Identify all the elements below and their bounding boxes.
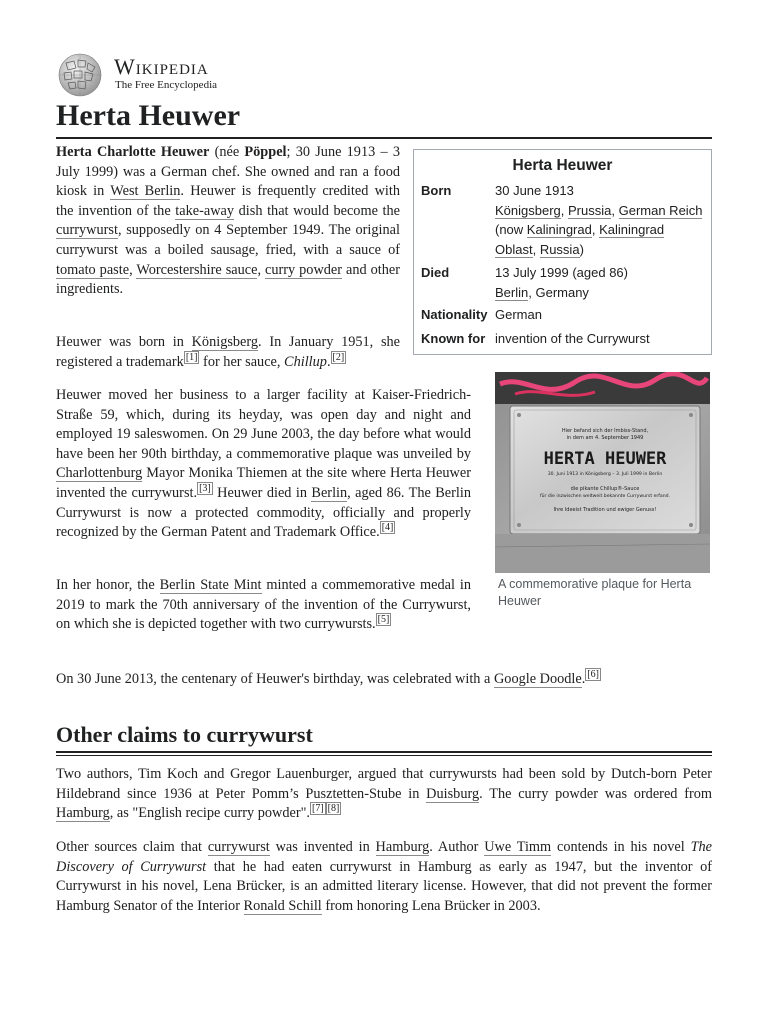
plaque-line-3: die pikante Chillup®-Sauce: [570, 486, 640, 492]
novel-title: The Discovery of Currywurst: [56, 839, 713, 875]
infobox-nationality-value: German: [495, 307, 542, 322]
paragraph-doodle: On 30 June 2013, the centenary of Heuwer's birthday, was celebrated with a Google Doodle. [6]: [56, 669, 599, 687]
paragraph-honor: In her honor, the Berlin State Mint minted a commemorative medal in 2019 to mark the 70th anniversary of the invention of the Currywurst, on which she is depicted together with two currywursts. [5]: [56, 577, 471, 633]
link-german-reich[interactable]: German Reich: [618, 202, 703, 218]
link-kaliningrad[interactable]: Kaliningrad: [526, 222, 592, 237]
plaque-line-4: für die inzwischen weltweit bekannte Currywurst erfand.: [539, 494, 671, 499]
subject-name: Herta Charlotte Heuwer: [56, 144, 210, 160]
link-prussia[interactable]: Prussia: [568, 202, 612, 218]
section-divider-thin: [56, 755, 712, 756]
link-take-away[interactable]: take-away: [175, 202, 235, 219]
reference-3[interactable]: [3]: [199, 483, 211, 495]
wikipedia-globe-icon[interactable]: [56, 53, 104, 97]
reference-2[interactable]: [2]: [332, 351, 345, 363]
image-caption: A commemorative plaque for Herta Heuwer: [498, 577, 692, 608]
reference-5[interactable]: [5]: [377, 614, 390, 626]
plaque-name: HERTA HEUWER: [543, 449, 667, 469]
plaque-line-5: Ihre Ideeist Tradition und ewiger Genuss!: [553, 507, 657, 513]
lead-paragraph: Herta Charlotte Heuwer (née Pöppel; 30 June 1913 – 3 July 1999) was a German chef. She owned and ran a food kiosk in West Berlin. Heuwer is frequently credited with the invention of the take-away dish that would become the currywurst, supposedly on 4 September 1949. The original currywurst was a boiled sausage, fried, with a sauce of tomato paste, Worcestershire sauce, curry powder and other ingredients.: [56, 144, 400, 298]
wikipedia-wordmark[interactable]: Wikipedia: [114, 54, 209, 79]
link-google-doodle[interactable]: Google Doodle: [493, 671, 582, 687]
link-russia[interactable]: Russia: [539, 241, 580, 257]
plaque-line-1: Hier befand sich der Imbiss-Stand,: [561, 428, 649, 434]
paragraph-birth: Heuwer was born in Königsberg. In January 1951, she registered a trademark [1] for her sauce, Chillup. [2]: [56, 334, 400, 370]
reference-7[interactable]: [7]: [312, 803, 324, 815]
infobox-known-for-value: invention of the Currywurst: [495, 331, 650, 346]
page-title: Herta Heuwer: [56, 99, 241, 132]
infobox-title: Herta Heuwer: [512, 157, 613, 174]
infobox-known-for-label: Known for: [421, 331, 486, 346]
link-currywurst-2[interactable]: currywurst: [207, 839, 270, 855]
sauce-name: Chillup: [284, 353, 327, 370]
reference-4[interactable]: [4]: [381, 522, 394, 534]
paragraph-other-sources: Other sources claim that currywurst was invented in Hamburg. Author Uwe Timm contends in his novel The Discovery of Currywurst that he had eaten currywurst in Hamburg as early as 1947, but the inventor of Currywurst in his novel, Lena Brücker, is an admitted literary license. However, that did not prevent the former Hamburg Senator of the Interior Ronald Schill from honoring Lena Brücker in 2003.: [56, 839, 713, 914]
link-berlin-state-mint[interactable]: Berlin State Mint: [159, 577, 262, 593]
paragraph-other-claims: Two authors, Tim Koch and Gregor Lauenburger, argued that currywursts had been sold by Dutch-born Peter Hildebrand since 1936 at Peter Pomm’s Pusztetten-Stube in Duisburg. The curry powder was ordered from Hamburg, as "English recipe curry powder". [7] [8]: [56, 766, 712, 822]
link-worcestershire-sauce[interactable]: Worcestershire sauce: [136, 261, 258, 278]
infobox-nationality-label: Nationality: [421, 307, 488, 322]
reference-8[interactable]: [8]: [327, 803, 340, 815]
link-berlin-infobox[interactable]: Berlin: [495, 284, 529, 300]
title-divider: [56, 137, 712, 139]
section-heading: Other claims to currywurst: [56, 722, 313, 747]
plaque-line-2: in dem am 4. September 1949: [566, 435, 644, 441]
infobox-died-label: Died: [421, 265, 450, 280]
paragraph-business: Heuwer moved her business to a larger facility at Kaiser-Friedrich-Straße 59, which, during its heyday, was open day and night and employed 19 saleswomen. On 29 June 2003, the day before what would have been her 90th birthday, a commemorative plaque was unveiled by Charlottenburg Mayor Monika Thiemen at the site where Herta Heuwer invented the currywurst. [3] Heuwer died in Berlin, aged 86. The Berlin Currywurst is now a protected commodity, officially and properly recognized by the German Patent and Trademark Office. [4]: [56, 387, 472, 541]
link-berlin[interactable]: Berlin: [311, 484, 348, 501]
link-konigsberg[interactable]: Königsberg: [191, 334, 259, 350]
link-hamburg[interactable]: Hamburg: [56, 805, 110, 822]
infobox-died-value: 13 July 1999 (aged 86) Berlin, Germany: [495, 265, 628, 300]
link-uwe-timm[interactable]: Uwe Timm: [484, 839, 552, 855]
link-duisburg[interactable]: Duisburg: [426, 785, 480, 802]
commemorative-plaque-image[interactable]: [495, 372, 710, 573]
link-charlottenburg[interactable]: Charlottenburg: [56, 465, 143, 482]
infobox-born-value: 30 June 1913 Königsberg, Prussia, German Reich (now Kaliningrad, Kaliningrad Oblast, Russia): [495, 183, 703, 257]
link-ronald-schill[interactable]: Ronald Schill: [243, 897, 322, 914]
link-konigsberg-infobox[interactable]: Königsberg: [495, 202, 561, 218]
wikipedia-tagline: The Free Encyclopedia: [115, 79, 218, 91]
link-curry-powder[interactable]: curry powder: [265, 261, 343, 278]
link-west-berlin[interactable]: West Berlin: [110, 183, 181, 200]
maiden-name: Pöppel: [244, 144, 287, 160]
infobox-born-label: Born: [421, 183, 452, 198]
link-tomato-paste[interactable]: tomato paste: [56, 261, 130, 278]
link-hamburg-2[interactable]: Hamburg: [375, 839, 430, 855]
plaque-dates: 30. Juni 1913 in Königsberg – 3. Juli 1999 in Berlin: [547, 472, 663, 477]
infobox: [413, 149, 712, 355]
reference-1[interactable]: [1]: [185, 351, 198, 363]
link-currywurst[interactable]: currywurst: [56, 222, 118, 239]
reference-6[interactable]: [6]: [587, 669, 599, 681]
link-kaliningrad-oblast[interactable]: Kaliningrad Oblast: [495, 222, 665, 257]
section-divider: [56, 751, 712, 753]
